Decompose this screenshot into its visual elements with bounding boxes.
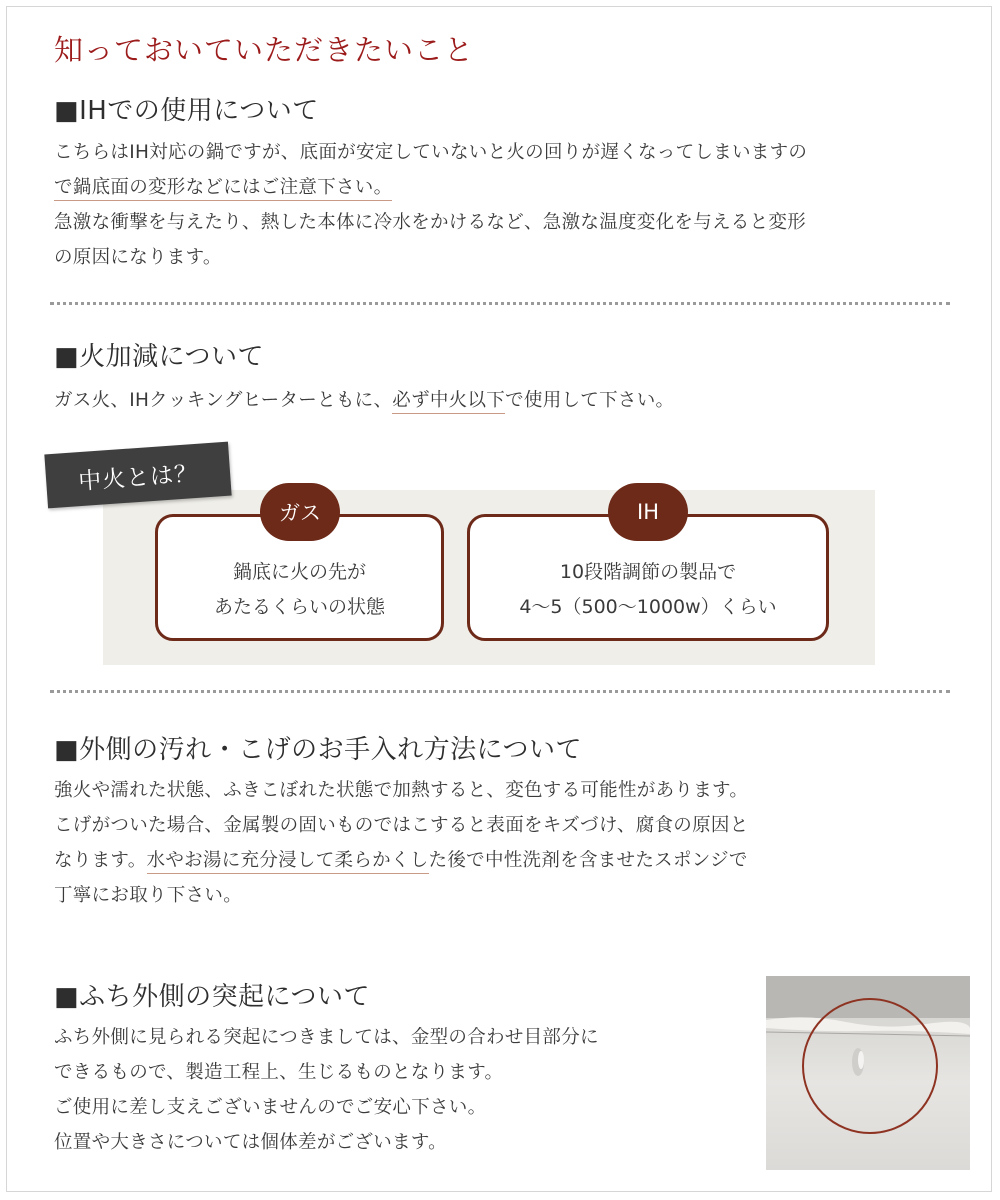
medium-heat-callout: 中火とは？ <box>44 442 231 509</box>
dotted-divider <box>50 690 950 693</box>
highlight-circle <box>803 999 937 1133</box>
body-line: 強火や濡れた状態、ふきこぼれた状態で加熱すると、変色する可能性があります。 <box>54 780 749 801</box>
section-title-care: ■外側の汚れ・こげのお手入れ方法について <box>54 735 583 765</box>
ih-tag: IH <box>608 483 688 541</box>
underlined-text: で鍋底面の変形などにはご注意下さい。 <box>54 177 392 201</box>
body-line: なります。水やお湯に充分浸して柔らかくした後で中性洗剤を含ませたスポンジで <box>54 843 749 878</box>
rim-photo-illustration <box>766 976 970 1170</box>
body-line: ガス火、IHクッキングヒーターともに、必ず中火以下で使用して下さい。 <box>54 383 674 418</box>
section-body-heat <box>54 383 674 418</box>
page-title: 知っておいていただきたいこと <box>54 33 475 67</box>
body-line: 位置や大きさについては個体差がございます。 <box>54 1132 447 1153</box>
body-line: こげがついた場合、金属製の固いものではこすると表面をキズづけ、腐食の原因と <box>54 815 749 836</box>
body-line: こちらはIH対応の鍋ですが、底面が安定していないと火の回りが遅くなってしまいますの <box>54 142 808 163</box>
section-title-rim: ■ふち外側の突起について <box>54 982 371 1012</box>
body-line: ふち外側に見られる突起につきましては、金型の合わせ目部分に <box>54 1027 599 1048</box>
body-line: の原因になります。 <box>54 247 222 268</box>
underlined-text: 必ず中火以下 <box>392 390 505 414</box>
gas-tag: ガス <box>260 483 340 541</box>
section-body-care <box>54 773 749 913</box>
section-body-rim <box>54 1020 599 1160</box>
section-title-heat: ■火加減について <box>54 342 265 372</box>
rim-protrusion-photo <box>766 976 970 1170</box>
body-line <box>54 170 807 205</box>
body-line: 丁寧にお取り下さい。 <box>54 885 243 906</box>
section-body-ih <box>54 135 807 275</box>
underlined-text: 水やお湯に充分浸して柔らかくし <box>147 850 429 874</box>
section-title-ih: ■IHでの使用について <box>54 96 319 126</box>
body-line: 急激な衝撃を与えたり、熱した本体に冷水をかけるなど、急激な温度変化を与えると変形 <box>54 212 807 233</box>
gas-card-text: 鍋底に火の先が あたるくらいの状態 <box>213 561 385 618</box>
dotted-divider <box>50 302 950 305</box>
ih-card-text: 10段階調節の製品で 4〜5（500〜1000w）くらい <box>519 561 777 618</box>
body-line: できるもので、製造工程上、生じるものとなります。 <box>54 1062 504 1083</box>
body-line: ご使用に差し支えございませんのでご安心下さい。 <box>54 1097 487 1118</box>
